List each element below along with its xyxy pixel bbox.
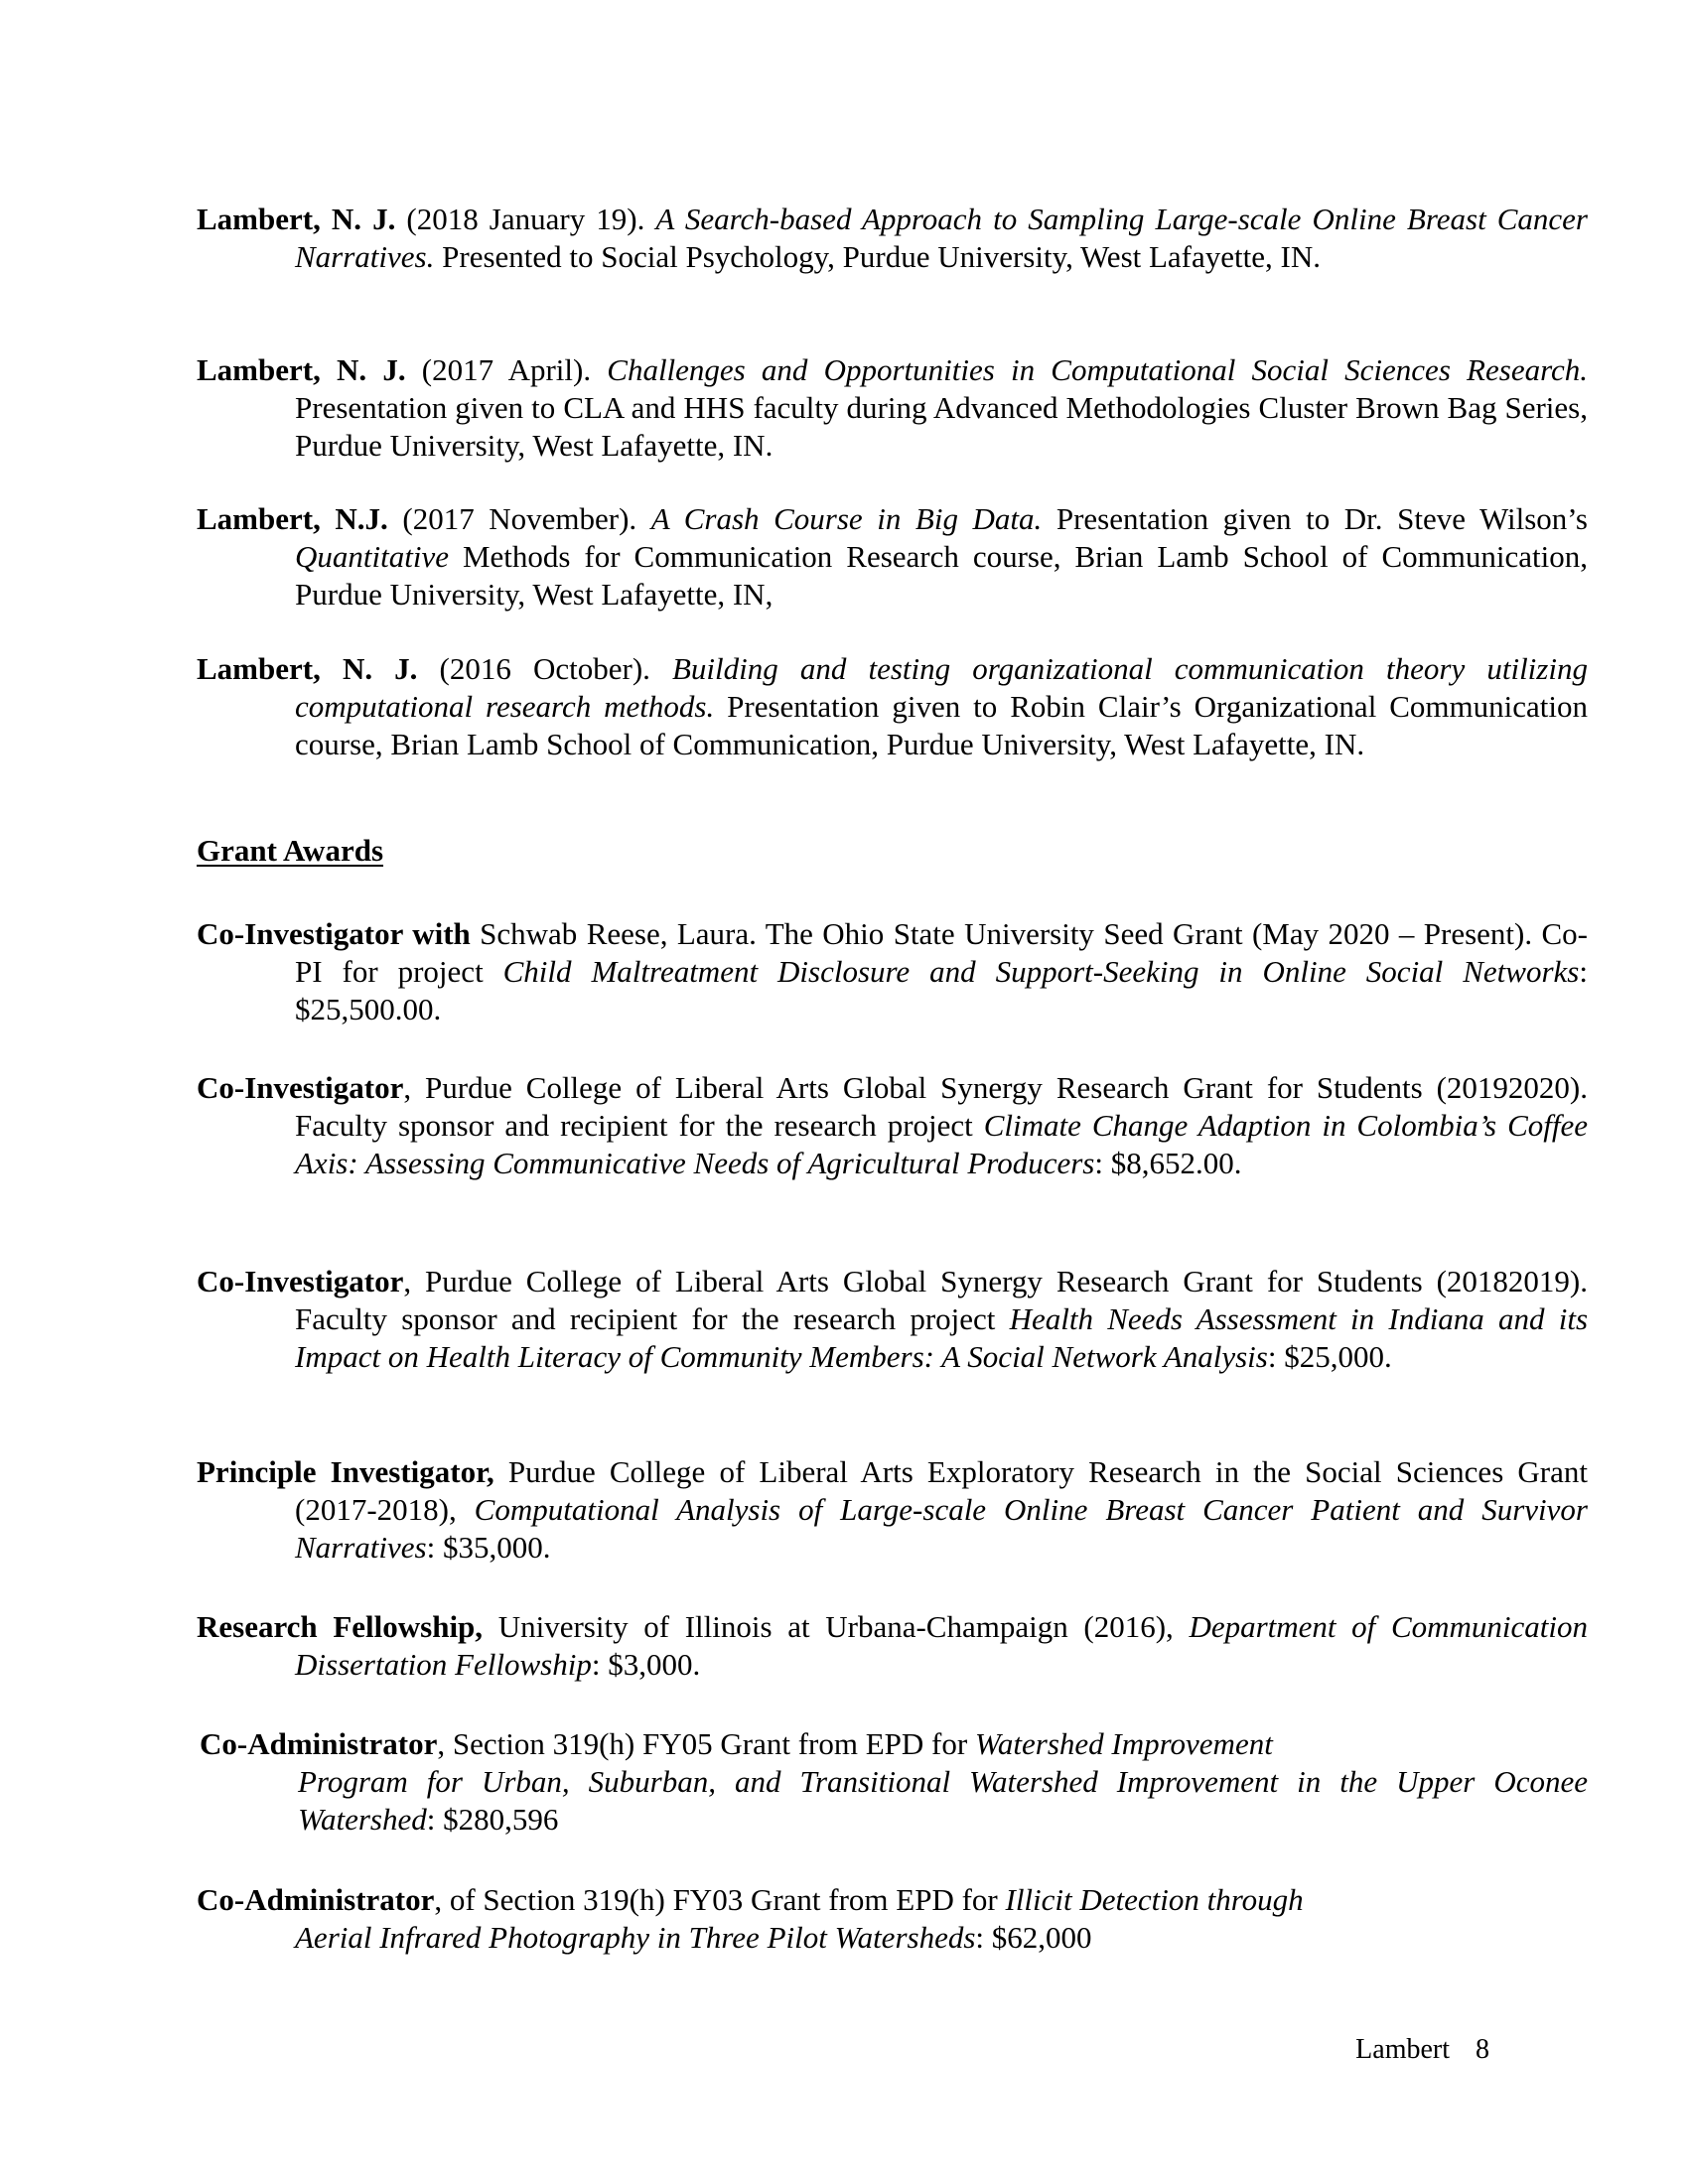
grant-continuation (295, 1919, 1588, 1957)
grant-role: Co-Investigator (197, 1070, 404, 1105)
running-head: Lambert (1355, 2034, 1450, 2065)
entry-author: Lambert, N. J. (197, 352, 406, 387)
grant-details: Purdue College of Liberal Arts Exploratory Research in the Social Sciences Grant (2017-2018), (295, 1454, 1588, 1527)
grant-amount: : $35,000. (426, 1530, 551, 1565)
entry-date: (2018 January 19). (395, 202, 656, 236)
entry-author: Lambert, N. J. (197, 651, 418, 686)
grant-amount: : $25,500.00. (295, 954, 1588, 1026)
entry-details: Presentation given to Dr. Steve Wilson’s (1042, 501, 1588, 536)
grant-first-line (200, 1725, 1588, 1763)
grant-details: University of Illinois at Urbana-Champaign (2016), (483, 1609, 1190, 1644)
presentation-entry (197, 351, 1588, 465)
grant-amount: : $280,596 (426, 1802, 559, 1837)
entry-details: Presentation given to Robin Clair’s Organizational Communication course, Brian Lamb School of Communication, Purdue University, West Lafayette, IN. (295, 689, 1588, 761)
grant-details: , Section 319(h) FY05 Grant from EPD for (437, 1726, 975, 1761)
grant-role: Co-Investigator with (197, 916, 471, 951)
grant-amount: : $25,000. (1267, 1339, 1392, 1374)
entry-title: Building and testing organizational communication theory utilizing computational research methods. (295, 651, 1588, 724)
presentation-entry (197, 500, 1588, 614)
presentation-entry (197, 201, 1588, 276)
grant-entry (197, 1069, 1588, 1182)
presentation-entry (197, 650, 1588, 763)
grant-amount: : $8,652.00. (1094, 1146, 1242, 1180)
grant-title: Climate Change Adaption in Colombia’s Coffee Axis: Assessing Communicative Needs of Agricultural Producers (295, 1108, 1588, 1180)
grant-amount: : $62,000 (975, 1920, 1092, 1955)
grant-title: Health Needs Assessment in Indiana and its Impact on Health Literacy of Community Members: A Social Network Analysis (295, 1301, 1589, 1374)
entry-author: Lambert, N.J. (197, 501, 388, 536)
grant-role: Co-Administrator (200, 1726, 438, 1761)
entry-details: Presentation given to CLA and HHS faculty during Advanced Methodologies Cluster Brown Bag Series, Purdue University, West Lafayette, IN. (295, 390, 1588, 463)
entry-title: A Crash Course in Big Data. (650, 501, 1043, 536)
grant-role: Co-Administrator (197, 1882, 435, 1917)
grant-title-start: Watershed Improvement (974, 1726, 1273, 1761)
page-number: 8 (1476, 2034, 1489, 2065)
grant-title: Computational Analysis of Large-scale Online Breast Cancer Patient and Survivor Narratives (295, 1492, 1588, 1565)
entry-details: Methods for Communication Research course, Brian Lamb School of Communication, Purdue University, West Lafayette, IN, (295, 539, 1588, 612)
entry-title: Challenges and Opportunities in Computational Social Sciences Research. (607, 352, 1589, 387)
entry-date: (2017 April). (405, 352, 608, 387)
grant-role: Co-Investigator (197, 1264, 404, 1298)
section-heading-grant-awards: Grant Awards (197, 833, 384, 868)
grant-title-start: Illicit Detection through (1005, 1882, 1304, 1917)
grant-continuation (298, 1763, 1588, 1839)
grant-details: , Purdue College of Liberal Arts Global Synergy Research Grant for Students (20182019). Faculty sponsor and recipient for the research project (295, 1264, 1588, 1336)
grant-details: , Purdue College of Liberal Arts Global Synergy Research Grant for Students (20192020). Faculty sponsor and recipient for the research project (295, 1070, 1588, 1143)
page-footer (1340, 2031, 1489, 2069)
grant-entry (197, 1453, 1588, 1567)
grant-details: Schwab Reese, Laura. The Ohio State University Seed Grant (May 2020 – Present). Co-PI for project (295, 916, 1588, 989)
entry-details: Presented to Social Psychology, Purdue University, West Lafayette, IN. (434, 239, 1321, 274)
grant-entry (197, 1263, 1588, 1376)
grant-role: Principle Investigator, (197, 1454, 494, 1489)
entry-emphasis: Quantitative (295, 539, 449, 574)
grant-entry (197, 915, 1588, 1028)
entry-title: A Search-based Approach to Sampling Large-scale Online Breast Cancer Narratives. (295, 202, 1588, 274)
entry-author: Lambert, N. J. (197, 202, 396, 236)
grant-title: Aerial Infrared Photography in Three Pilot Watersheds (295, 1920, 976, 1955)
grant-entry (197, 1881, 1588, 1957)
entry-date: (2016 October). (417, 651, 672, 686)
grant-first-line (197, 1881, 1588, 1919)
grant-title: Child Maltreatment Disclosure and Support-Seeking in Online Social Networks (502, 954, 1580, 989)
grant-title: Department of Communication Dissertation Fellowship (295, 1609, 1588, 1682)
grant-role: Research Fellowship, (197, 1609, 484, 1644)
entry-date: (2017 November). (387, 501, 651, 536)
grant-details: , of Section 319(h) FY03 Grant from EPD for (434, 1882, 1006, 1917)
grant-entry (200, 1725, 1588, 1839)
grant-entry (197, 1608, 1588, 1684)
grant-title: Program for Urban, Suburban, and Transitional Watershed Improvement in the Upper Oconee Watershed (298, 1764, 1588, 1837)
grant-amount: : $3,000. (591, 1647, 701, 1682)
